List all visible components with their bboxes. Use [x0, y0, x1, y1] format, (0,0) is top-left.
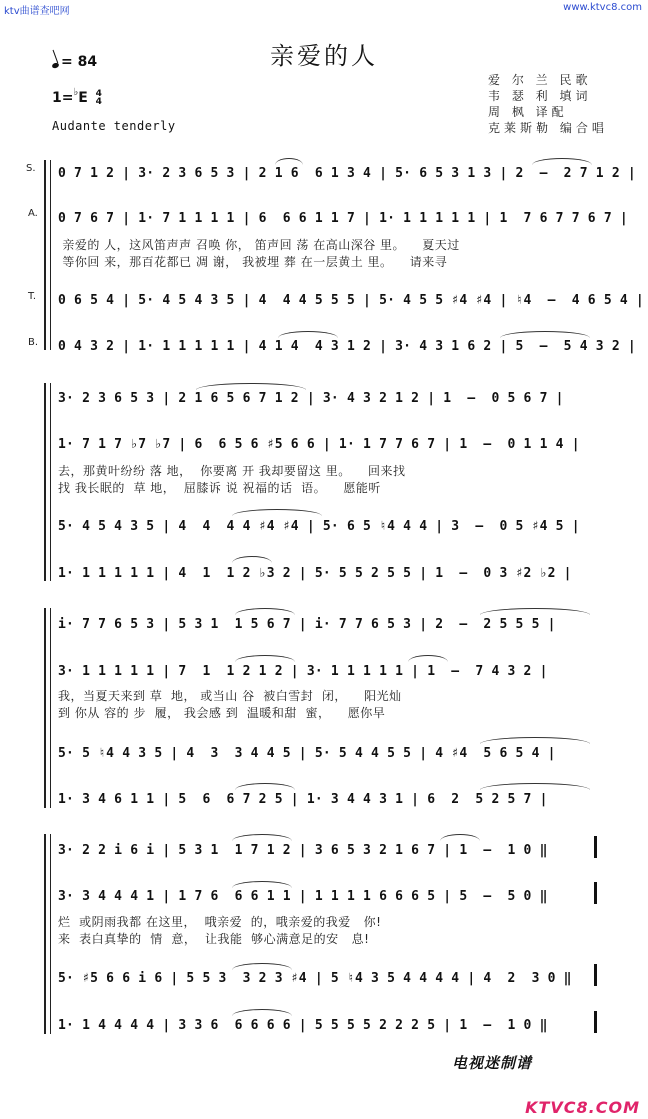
- slur-mark: [480, 608, 590, 615]
- alto-line: 3· 1 1 1 1 1 | 7 1 1 2 1 2 | 3· 1 1 1 1 1 | 1 – 7 4 3 2 |: [58, 664, 548, 679]
- system-brace: [44, 383, 46, 581]
- bass-line: 0 4 3 2 | 1· 1 1 1 1 1 | 4 1 4 4 3 1 2 | 3· 4 3 1 6 2 | 5 – 5 4 3 2 |: [58, 339, 636, 354]
- part-label-tenor: T.: [28, 291, 37, 302]
- credit-line: 韦 瑟 利 填词: [488, 89, 592, 103]
- credit-line: 爱 尔 兰 民歌: [488, 73, 592, 87]
- bass-line: 1· 3 4 6 1 1 | 5 6 6 7 2 5 | 1· 3 4 4 3 1 | 6 2 5 2 5 7 |: [58, 792, 548, 807]
- credits-block: [488, 72, 608, 136]
- lyric-verse-2: 来 表白真挚的 情 意， 让我能 够心满意足的安 息!: [58, 932, 370, 946]
- site-watermark-left: ktv曲谱查吧网: [4, 6, 70, 17]
- soprano-line: 0 7 1 2 | 3· 2 3 6 5 3 | 2 1 6 6 1 3 4 | 5· 6 5 3 1 3 | 2 – 2 7 1 2 |: [58, 166, 636, 181]
- slur-mark: [235, 608, 295, 615]
- final-barline: [594, 1011, 597, 1033]
- slur-mark: [196, 383, 306, 390]
- expression-marking: Audante tenderly: [52, 119, 176, 133]
- lyric-verse-1: 亲爱的 人，这风笛声声 召唤 你， 笛声回 荡 在高山深谷 里。 夏天过: [58, 238, 460, 252]
- slur-mark: [232, 881, 292, 888]
- credit-line: 周 枫 译配: [488, 105, 568, 119]
- tempo-value: = 84: [61, 54, 98, 70]
- transcriber-signature: 电视迷制谱: [452, 1054, 533, 1072]
- soprano-line: i· 7 7 6 5 3 | 5 3 1 1 5 6 7 | i· 7 7 6 5 3 | 2 – 2 5 5 5 |: [58, 617, 556, 632]
- slur-mark: [235, 655, 295, 662]
- lyric-verse-2: 等你回 来，那百花都已 凋 谢， 我被埋 葬 在一层黄土 里。 请来寻: [58, 255, 448, 269]
- lyric-verse-2: 找 我长眠的 草 地， 屈膝诉 说 祝福的话 语。 愿能听: [58, 481, 381, 495]
- tenor-line: 5· 5 ♮4 4 3 5 | 4 3 3 4 4 5 | 5· 5 4 4 5 5 | 4 ♯4 5 6 5 4 |: [58, 746, 556, 761]
- soprano-line: 3· 2 2 i 6 i | 5 3 1 1 7 1 2 | 3 6 5 3 2 1 6 7 | 1 – 1 0 ‖: [58, 843, 548, 858]
- site-watermark-bottom: KTVC8.COM: [525, 1098, 640, 1117]
- slur-mark: [480, 783, 590, 790]
- slur-mark: [408, 655, 448, 662]
- lyric-verse-1: 烂 或阴雨我都 在这里， 哦亲爱 的，哦亲爱的我爱 你!: [58, 915, 382, 929]
- system-bracket: [50, 383, 51, 581]
- lyric-verse-1: 我，当夏天来到 草 地， 或当山 谷 被白雪封 闭， 阳光灿: [58, 689, 402, 703]
- alto-line: 0 7 6 7 | 1· 7 1 1 1 1 | 6 6 6 1 1 7 | 1· 1 1 1 1 1 | 1 7 6 7 7 6 7 |: [58, 211, 628, 226]
- slur-mark: [232, 556, 272, 563]
- tempo-marking: [52, 54, 97, 70]
- tenor-line: 0 6 5 4 | 5· 4 5 4 3 5 | 4 4 4 5 5 5 | 5· 4 5 5 ♯4 ♯4 | ♮4 – 4 6 5 4 |: [58, 293, 644, 308]
- system-brace: [44, 834, 46, 1034]
- lyric-verse-2: 到 你从 容的 步 履， 我会感 到 温暖和甜 蜜， 愿你早: [58, 706, 386, 720]
- final-barline: [594, 882, 597, 904]
- slur-mark: [235, 783, 295, 790]
- credit-line: 克莱斯勒 编合唱: [488, 121, 608, 135]
- alto-line: 1· 7 1 7 ♭7 ♭7 | 6 6 5 6 ♯5 6 6 | 1· 1 7 7 6 7 | 1 – 0 1 1 4 |: [58, 437, 580, 452]
- slur-mark: [532, 158, 592, 165]
- lyric-verse-1: 去，那黄叶纷纷 落 地， 你要离 开 我却要留这 里。 回来找: [58, 464, 406, 478]
- final-barline: [594, 836, 597, 858]
- final-barline: [594, 964, 597, 986]
- slur-mark: [232, 1009, 292, 1016]
- time-signature: 4 4: [95, 89, 102, 107]
- soprano-line: 3· 2 3 6 5 3 | 2 1 6 5 6 7 1 2 | 3· 4 3 2 1 2 | 1 – 0 5 6 7 |: [58, 391, 564, 406]
- system-bracket: [50, 834, 51, 1034]
- slur-mark: [275, 158, 303, 165]
- system-brace: [44, 608, 46, 808]
- bass-line: 1· 1 4 4 4 4 | 3 3 6 6 6 6 6 | 5 5 5 5 2 2 2 5 | 1 – 1 0 ‖: [58, 1018, 548, 1033]
- part-label-soprano: S.: [26, 163, 36, 174]
- system-bracket: [50, 608, 51, 808]
- song-title: 亲爱的人: [270, 42, 378, 70]
- slur-mark: [500, 331, 590, 338]
- part-label-alto: A.: [28, 208, 38, 219]
- key-signature: 1=♭E 4 4: [52, 87, 102, 107]
- quarter-note-icon: [51, 62, 59, 69]
- system-brace: [44, 160, 46, 350]
- slur-mark: [278, 331, 338, 338]
- site-watermark-right: www.ktvc8.com: [563, 2, 642, 13]
- part-label-bass: B.: [28, 337, 39, 348]
- bass-line: 1· 1 1 1 1 1 | 4 1 1 2 ♭3 2 | 5· 5 5 2 5 5 | 1 – 0 3 ♯2 ♭2 |: [58, 566, 572, 581]
- tenor-line: 5· 4 5 4 3 5 | 4 4 4 4 ♯4 ♯4 | 5· 6 5 ♮4 4 4 | 3 – 0 5 ♯4 5 |: [58, 519, 580, 534]
- slur-mark: [440, 834, 480, 841]
- slur-mark: [232, 509, 322, 516]
- tenor-line: 5· ♯5 6 6 i 6 | 5 5 3 3 2 3 ♯4 | 5 ♮4 3 5 4 4 4 4 | 4 2 3 0 ‖: [58, 971, 572, 986]
- system-bracket: [50, 160, 51, 350]
- slur-mark: [480, 737, 590, 744]
- slur-mark: [232, 963, 292, 970]
- alto-line: 3· 3 4 4 4 1 | 1 7 6 6 6 1 1 | 1 1 1 1 6 6 6 5 | 5 – 5 0 ‖: [58, 889, 548, 904]
- slur-mark: [232, 834, 292, 841]
